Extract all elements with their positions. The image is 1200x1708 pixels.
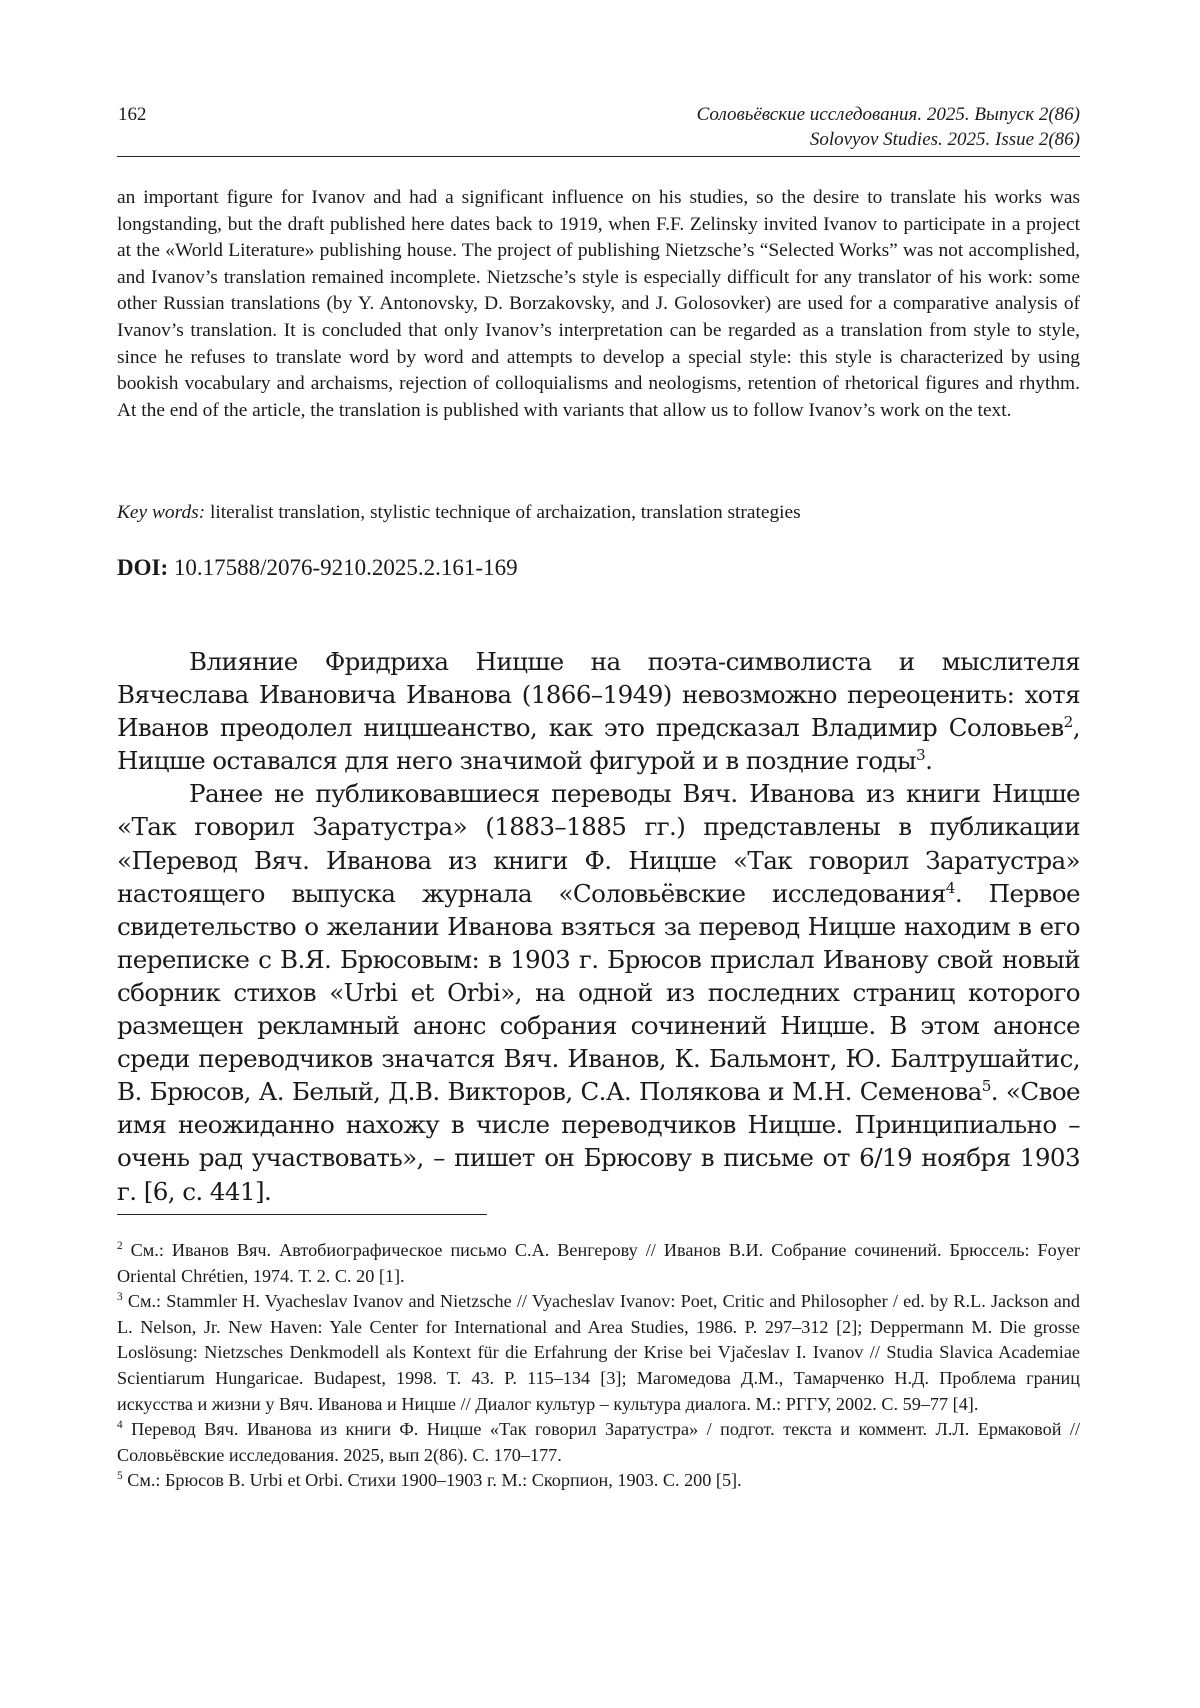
footnote-number: 4: [117, 1419, 123, 1432]
footnote: [117, 1468, 1080, 1494]
paragraph-text: .: [925, 746, 933, 776]
keywords-text: literalist translation, stylistic technique of archaization, translation strategies: [210, 502, 801, 523]
running-head: [697, 102, 1080, 152]
body-text: [117, 645, 1080, 1208]
keywords: [117, 502, 1080, 524]
body-paragraph: [117, 777, 1080, 1207]
doi-value: 10.17588/2076-9210.2025.2.161-169: [173, 555, 518, 580]
footnote: [117, 1238, 1080, 1289]
journal-title-ru: Соловьёвские исследования. 2025. Выпуск 2(86): [696, 104, 1080, 125]
body-paragraph: [117, 645, 1080, 777]
paragraph-text: . Первое свидетельство о желании Иванова взяться за перевод Ницше находим в его переписке с В.Я. Брюсовым: в 1903 г. Брюсов прислал Иванову свой новый сборник стихов «Urbi et Orbi», на одной из последних страниц которого размещен рекламный анонс собрания сочинений Ницше. В этом анонсе среди переводчиков значатся Вяч. Иванов, К. Бальмонт, Ю. Балтрушайтис, В. Брюсов, А. Белый, Д.В. Викторов, С.А. Полякова и М.Н. Семенова: [117, 878, 1081, 1107]
footnote-ref[interactable]: 4: [945, 878, 955, 897]
footnote-ref[interactable]: 2: [1063, 713, 1073, 731]
paragraph-text: , Ницше оставался для него значимой фигурой и в поздние годы: [117, 713, 1080, 776]
keywords-label: Key words:: [117, 502, 206, 523]
footnote-ref[interactable]: 5: [981, 1077, 991, 1096]
footnote-text: См.: Иванов Вяч. Автобиографическое письмо С.А. Венгерову // Иванов В.И. Собрание сочинений. Брюссель: Foyer Oriental Chrétien, 1974. Т. 2. С. 20 [1].: [117, 1240, 1080, 1286]
footnote-ref[interactable]: 3: [915, 746, 926, 765]
footnote-text: Перевод Вяч. Иванова из книги Ф. Ницше «Так говорил Заратустра» / подгот. текста и коммент. Л.Л. Ермаковой // Соловьёвские исследования. 2025, вып 2(86). С. 170–177.: [117, 1419, 1080, 1465]
page-number: 162: [118, 104, 147, 125]
footnote-text: См.: Stammler H. Vyacheslav Ivanov and Nietzsche // Vyacheslav Ivanov: Poet, Critic and Philosopher / ed. by R.L. Jackson and L. Nelson, Jr. New Haven: Yale Center for International and Area Studies, 1986. P. 297–312 [2]; Deppermann M. Die grosse Loslösung: Nietzsches Denkmodell als Kontext für die Erfahrung der Krise bei Vjačeslav I. Ivanov // Studia Slavica Academiae Scientiarum Hungaricae. Budapest, 1998. T. 43. P. 115–134 [3]; Магомедова Д.М., Тамарченко Н.Д. Проблема границ искусства и жизни у Вяч. Иванова и Ницше // Диалог культур – культура диалога. М.: РГГУ, 2002. С. 59–77 [4].: [117, 1291, 1080, 1414]
footnote-number: 5: [117, 1470, 123, 1483]
footnote: [117, 1289, 1080, 1417]
footnote-rule: [117, 1214, 487, 1215]
paragraph-text: Ранее не публиковавшиеся переводы Вяч. Иванова из книги Ницше «Так говорил Заратустра» (1883–1885 гг.) представлены в публикации «Перевод Вяч. Иванова из книги Ф. Ницше «Так говорил Заратустра» настоящего выпуска журнала «Соловьёвские исследования: [117, 779, 1080, 908]
journal-title-en: Solovyov Studies. 2025. Issue 2(86): [809, 129, 1080, 150]
paragraph-text: . «Свое имя неожиданно нахожу в числе переводчиков Ницше. Принципиально – очень рад участвовать», – пишет он Брюсову в письме от 6/19 ноября 1903 г. [6, с. 441].: [117, 1077, 1080, 1206]
doi-label: DOI:: [117, 555, 169, 580]
footnote: [117, 1417, 1080, 1468]
footnotes: [117, 1238, 1080, 1494]
doi: [117, 555, 518, 581]
paragraph-text: Влияние Фридриха Ницше на поэта-символиста и мыслителя Вячеслава Ивановича Иванова (1866–1949) невозможно переоценить: хотя Иванов преодолел ницшеанство, как это предсказал Владимир Соловьев: [117, 647, 1080, 743]
abstract-text: an important figure for Ivanov and had a significant influence on his studies, so the desire to translate his works was longstanding, but the draft published here dates back to 1919, when F.F. Zelinsky invited Ivanov to participate in a project at the «World Literature» publishing house. The project of publishing Nietzsche’s “Selected Works” was not accomplished, and Ivanov’s translation remained incomplete. Nietzsche’s style is especially difficult for any translator of his work: some other Russian translations (by Y. Antonovsky, D. Borzakovsky, and J. Golosovker) are used for a comparative analysis of Ivanov’s translation. It is concluded that only Ivanov’s interpretation can be regarded as a translation from style to style, since he refuses to translate word by word and attempts to develop a special style: this style is characterized by using bookish vocabulary and archaisms, rejection of colloquialisms and neologisms, retention of rhetorical figures and rhythm. At the end of the article, the translation is published with variants that allow us to follow Ivanov’s work on the text.: [117, 187, 1080, 421]
footnote-number: 3: [117, 1291, 123, 1304]
header-rule: [117, 156, 1080, 157]
footnote-number: 2: [117, 1239, 123, 1252]
footnote-text: См.: Брюсов В. Urbi et Orbi. Стихи 1900–1903 г. М.: Скорпион, 1903. С. 200 [5].: [127, 1470, 742, 1491]
